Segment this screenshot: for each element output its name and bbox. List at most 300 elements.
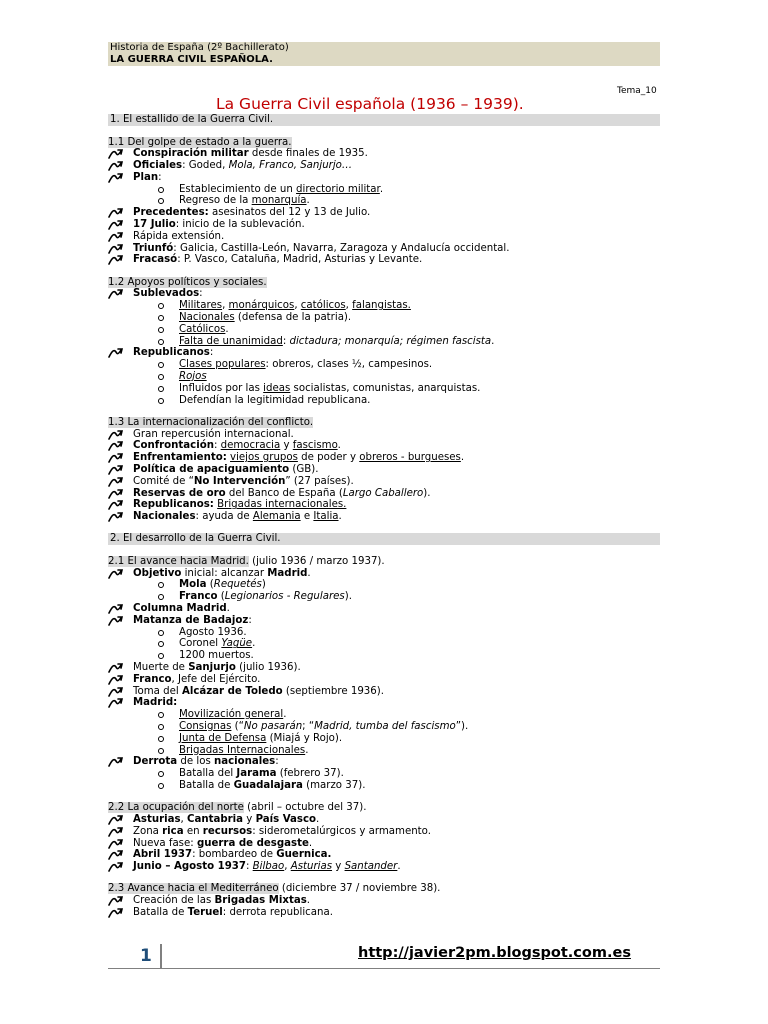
spacer xyxy=(108,873,660,884)
arrow-bullet-icon xyxy=(108,289,124,299)
item-text: monarquía xyxy=(251,195,307,207)
list-item xyxy=(108,756,660,768)
item-text: Santander xyxy=(344,861,398,873)
item-text: Alcázar de Toledo xyxy=(181,685,283,697)
item-text: Brigadas internacionales. xyxy=(217,499,347,511)
arrow-bullet-icon xyxy=(108,500,124,510)
arrow-bullet-icon xyxy=(108,815,124,825)
sub-list-item xyxy=(108,709,660,721)
subsection-title: 2.2 La ocupación del norte xyxy=(108,802,244,814)
item-text: (septiembre 1936). xyxy=(282,685,384,697)
circle-bullet-icon xyxy=(158,303,164,309)
arrow-bullet-icon xyxy=(108,348,124,358)
subsection-dates: (diciembre 37 / noviembre 38). xyxy=(278,883,441,895)
circle-bullet-icon xyxy=(158,712,164,718)
subsection-heading xyxy=(108,556,660,568)
arrow-bullet-icon xyxy=(108,255,124,265)
title-main: La Guerra Civil española xyxy=(216,95,406,113)
arrow-bullet-icon xyxy=(108,149,124,159)
list-item xyxy=(108,499,660,511)
item-text: Muerte de xyxy=(133,662,189,673)
arrow-bullet-icon xyxy=(108,862,124,872)
list-item xyxy=(108,615,660,627)
sub-list-item xyxy=(108,300,660,312)
item-text: : siderometalúrgicos y armamento. xyxy=(252,825,431,837)
circle-bullet-icon xyxy=(158,771,164,777)
document-header xyxy=(108,42,660,66)
page-title xyxy=(216,95,524,113)
item-text: directorio militar xyxy=(296,183,380,195)
list-item xyxy=(108,662,660,674)
circle-bullet-icon xyxy=(158,748,164,754)
item-text: . xyxy=(306,895,311,907)
arrow-bullet-icon xyxy=(108,616,124,626)
spacer xyxy=(108,545,660,556)
list-item xyxy=(108,254,660,266)
item-text: de los xyxy=(177,756,214,768)
sub-list-item xyxy=(108,627,660,639)
item-text: Cantabria xyxy=(187,813,244,825)
item-text: Batalla de xyxy=(179,779,234,791)
arrow-bullet-icon xyxy=(108,208,124,218)
item-text: Franco xyxy=(179,591,218,603)
arrow-bullet-icon xyxy=(108,839,124,849)
subsection-heading xyxy=(108,277,660,289)
circle-bullet-icon xyxy=(158,783,164,789)
item-text: Conspiración militar xyxy=(133,148,249,160)
sub-list-item xyxy=(108,395,660,407)
list-item xyxy=(108,243,660,255)
item-text: del Banco de España ( xyxy=(225,487,343,499)
spacer xyxy=(108,126,660,137)
spacer xyxy=(108,406,660,417)
list-item xyxy=(108,288,660,300)
arrow-bullet-icon xyxy=(108,173,124,183)
item-text: : Goded, xyxy=(182,160,229,171)
item-text: Legionarios - Regulares xyxy=(224,591,345,603)
arrow-bullet-icon xyxy=(108,850,124,860)
item-text: Política de apaciguamiento xyxy=(133,463,290,475)
item-text: Rojos xyxy=(179,370,207,382)
item-text: Guadalajara xyxy=(233,779,303,791)
item-text: . xyxy=(491,335,495,347)
list-item xyxy=(108,511,660,523)
list-item xyxy=(108,488,660,500)
item-text: Madrid xyxy=(267,567,308,579)
item-text: falangistas. xyxy=(352,300,411,312)
section-heading: 1. El estallido de la Guerra Civil. xyxy=(108,114,660,126)
item-text: : bombardeo de xyxy=(192,849,277,861)
sub-list-item xyxy=(108,324,660,336)
item-text: Nacionales xyxy=(179,311,235,323)
list-item xyxy=(108,849,660,861)
item-text: nacionales xyxy=(214,756,276,768)
item-text: Largo Caballero xyxy=(342,487,424,499)
item-text: ; “ xyxy=(302,720,315,732)
sub-list-item xyxy=(108,359,660,371)
item-text: : ayuda de xyxy=(195,511,253,523)
sub-list-item xyxy=(108,721,660,733)
item-text: (GB). xyxy=(289,463,319,475)
item-text: dictadura; monarquía; régimen fascista xyxy=(289,335,492,347)
circle-bullet-icon xyxy=(158,315,164,321)
item-text: Católicos xyxy=(179,323,226,335)
item-text: , xyxy=(294,300,301,312)
item-text: Nacionales xyxy=(133,511,196,523)
item-text: Abril 1937 xyxy=(133,849,193,861)
sub-list-item xyxy=(108,733,660,745)
item-text: Objetivo xyxy=(133,567,182,579)
list-item xyxy=(108,861,660,873)
item-text: : xyxy=(213,440,221,452)
list-item xyxy=(108,907,660,919)
subsection-title: 1.3 La internacionalización del conflicto. xyxy=(108,416,314,428)
sub-list-item xyxy=(108,371,660,383)
circle-bullet-icon xyxy=(158,398,164,404)
item-text: : xyxy=(248,614,252,626)
arrow-bullet-icon xyxy=(108,698,124,708)
item-text: Franco xyxy=(133,673,172,685)
item-text: . xyxy=(338,511,342,523)
item-text: ). xyxy=(344,591,352,603)
item-text: fascismo xyxy=(292,440,338,452)
item-text: Movilización general xyxy=(179,709,284,721)
item-text: . xyxy=(308,837,313,849)
item-text: . xyxy=(460,452,465,464)
item-text: Coronel xyxy=(179,638,222,650)
item-text: Mola xyxy=(179,579,207,591)
item-text: Brigadas Mixtas xyxy=(214,895,307,907)
item-text: : xyxy=(245,861,253,873)
sub-list-item xyxy=(108,780,660,792)
item-text: Teruel xyxy=(187,906,223,918)
list-item xyxy=(108,231,660,243)
item-text: Oficiales xyxy=(133,160,183,171)
item-text: (“ xyxy=(231,720,244,732)
list-item xyxy=(108,452,660,464)
item-text: (defensa de la patria). xyxy=(234,311,352,323)
arrow-bullet-icon xyxy=(108,827,124,837)
arrow-bullet-icon xyxy=(108,453,124,463)
arrow-bullet-icon xyxy=(108,465,124,475)
item-text: Precedentes: xyxy=(133,207,209,219)
subsection-title: 1.2 Apoyos políticos y sociales. xyxy=(108,276,267,288)
item-text: viejos grupos xyxy=(230,452,298,464)
arrow-bullet-icon xyxy=(108,604,124,614)
arrow-bullet-icon xyxy=(108,663,124,673)
item-text: Matanza de Badajoz xyxy=(133,614,249,626)
arrow-bullet-icon xyxy=(108,477,124,487)
item-text: . xyxy=(307,567,311,579)
item-text: : xyxy=(209,347,214,359)
item-text: ideas xyxy=(263,382,291,394)
item-text: Republicanos xyxy=(133,347,210,359)
item-text: y xyxy=(243,813,256,825)
item-text: Fracasó xyxy=(133,254,178,266)
item-text: , xyxy=(180,813,188,825)
arrow-bullet-icon xyxy=(108,687,124,697)
subsection-dates: (abril – octubre del 37). xyxy=(243,802,367,814)
item-text: Brigadas Internacionales xyxy=(179,744,306,756)
item-text: (Miajá y Rojo). xyxy=(266,732,343,744)
item-text: Plan xyxy=(133,171,159,183)
item-text: (julio 1936). xyxy=(235,662,301,673)
list-item xyxy=(108,207,660,219)
item-text: asesinatos del 12 y 13 de Julio. xyxy=(208,207,371,219)
item-text: : obreros, clases ½, campesinos. xyxy=(265,359,433,371)
item-text: Bilbao xyxy=(252,861,285,873)
item-text: Republicanos: xyxy=(133,499,214,511)
item-text: ”). xyxy=(455,720,469,732)
item-text: recursos xyxy=(202,825,253,837)
item-text: Influidos por las xyxy=(179,382,264,394)
sub-list-item xyxy=(108,579,660,591)
item-text: Batalla de xyxy=(133,906,188,918)
list-item xyxy=(108,826,660,838)
list-item xyxy=(108,814,660,826)
title-years: (1936 – 1939). xyxy=(410,95,524,113)
list-item xyxy=(108,686,660,698)
circle-bullet-icon xyxy=(158,339,164,345)
item-text: Defendían la legitimidad republicana. xyxy=(179,394,371,406)
list-item xyxy=(108,347,660,359)
subsection-title: 2.1 El avance hacia Madrid. xyxy=(108,555,249,567)
subsection-heading xyxy=(108,417,660,429)
arrow-bullet-icon xyxy=(108,244,124,254)
item-text: Enfrentamiento: xyxy=(133,452,227,464)
item-text: monárquicos xyxy=(228,300,295,312)
item-text: Nueva fase: xyxy=(133,837,197,849)
item-text: y xyxy=(332,861,345,873)
section-heading: 2. El desarrollo de la Guerra Civil. xyxy=(108,533,660,545)
item-text: Requetés xyxy=(213,579,262,591)
item-text: en xyxy=(183,825,203,837)
item-text: Comité de “ xyxy=(133,475,194,487)
item-text: Yagüe xyxy=(221,638,253,650)
sub-list-item xyxy=(108,745,660,757)
sub-list-item xyxy=(108,312,660,324)
item-text: . xyxy=(252,638,256,650)
sub-list-item xyxy=(108,383,660,395)
arrow-bullet-icon xyxy=(108,232,124,242)
blog-link[interactable]: http://javier2pm.blogspot.com.es xyxy=(358,945,631,961)
circle-bullet-icon xyxy=(158,374,164,380)
item-text: obreros - burgueses xyxy=(359,452,461,464)
circle-bullet-icon xyxy=(158,386,164,392)
list-item xyxy=(108,172,660,184)
item-text: y xyxy=(280,440,293,452)
item-text: Toma del xyxy=(133,685,182,697)
item-text: : inicio de la sublevación. xyxy=(175,218,305,230)
footer-rule xyxy=(108,968,660,969)
arrow-bullet-icon xyxy=(108,675,124,685)
item-text: Derrota xyxy=(133,756,178,768)
item-text: de poder y xyxy=(297,452,360,464)
item-text: (marzo 37). xyxy=(302,779,366,791)
item-text: ” (27 países). xyxy=(285,475,354,487)
item-text: : xyxy=(158,171,162,183)
item-text: Consignas xyxy=(179,720,232,732)
item-text: Sublevados xyxy=(133,288,200,300)
item-text: (febrero 37). xyxy=(276,768,344,780)
subsection-heading xyxy=(108,137,660,149)
item-text: Columna Madrid xyxy=(133,603,227,615)
item-text: inicial: alcanzar xyxy=(181,567,268,579)
item-text: Madrid, tumba del fascismo xyxy=(314,720,456,732)
list-item xyxy=(108,429,660,441)
item-text: 17 Julio xyxy=(133,218,176,230)
item-text: Creación de las xyxy=(133,895,215,907)
list-item xyxy=(108,674,660,686)
item-text: . xyxy=(306,195,310,207)
subsection-title: 1.1 Del golpe de estado a la guerra. xyxy=(108,136,292,148)
item-text: Confrontación xyxy=(133,440,214,452)
list-item xyxy=(108,464,660,476)
item-text: Mola, Franco, Sanjurjo… xyxy=(228,160,353,171)
item-text: Triunfó xyxy=(133,242,174,254)
item-text: e xyxy=(300,511,314,523)
topic-number: Tema_10 xyxy=(617,86,657,96)
item-text: Sanjurjo xyxy=(188,662,236,673)
item-text: ( xyxy=(217,591,225,603)
item-text: : xyxy=(282,335,290,347)
item-text: Rápida extensión. xyxy=(133,230,225,242)
circle-bullet-icon xyxy=(158,198,164,204)
item-text: No Intervención xyxy=(193,475,286,487)
list-item xyxy=(108,603,660,615)
list-item xyxy=(108,440,660,452)
footer-divider xyxy=(160,944,162,968)
item-text: . xyxy=(283,709,287,721)
item-text: Clases populares xyxy=(179,359,266,371)
item-text: , xyxy=(345,300,353,312)
list-item xyxy=(108,148,660,160)
list-item xyxy=(108,568,660,580)
item-text: Jarama xyxy=(236,768,277,780)
item-text: . xyxy=(337,440,341,452)
item-text: Gran repercusión internacional. xyxy=(133,428,294,440)
item-text: . xyxy=(225,323,229,335)
spacer xyxy=(108,266,660,277)
item-text: , xyxy=(284,861,291,873)
item-text: Agosto 1936. xyxy=(179,626,247,638)
arrow-bullet-icon xyxy=(108,512,124,522)
list-item xyxy=(108,160,660,172)
item-text: Guernica. xyxy=(276,849,332,861)
sub-list-item xyxy=(108,638,660,650)
subsection-dates: (julio 1936 / marzo 1937). xyxy=(248,555,385,567)
sub-list-item xyxy=(108,184,660,196)
item-text: No pasarán xyxy=(243,720,303,732)
page-number: 1 xyxy=(140,946,152,966)
circle-bullet-icon xyxy=(158,187,164,193)
item-text: : Galicia, Castilla-León, Navarra, Zaragoza y Andalucía occidental. xyxy=(173,242,510,254)
arrow-bullet-icon xyxy=(108,161,124,171)
arrow-bullet-icon xyxy=(108,757,124,767)
circle-bullet-icon xyxy=(158,327,164,333)
item-text: Militares xyxy=(179,300,223,312)
item-text: Batalla del xyxy=(179,768,237,780)
spacer xyxy=(108,792,660,803)
sub-list-item xyxy=(108,650,660,662)
item-text: País Vasco xyxy=(255,813,317,825)
item-text: , xyxy=(222,300,229,312)
list-item xyxy=(108,697,660,709)
item-text: . xyxy=(397,861,401,873)
list-item xyxy=(108,838,660,850)
item-text: Reservas de oro xyxy=(133,487,226,499)
item-text: Regreso de la xyxy=(179,195,252,207)
document-body xyxy=(108,114,660,919)
item-text: democracia xyxy=(220,440,281,452)
item-text: . xyxy=(316,813,320,825)
item-text: : xyxy=(199,288,203,300)
item-text: ) xyxy=(261,579,266,591)
item-text: desde finales de 1935. xyxy=(248,148,368,160)
item-text: . xyxy=(379,183,384,195)
arrow-bullet-icon xyxy=(108,489,124,499)
item-text: ). xyxy=(423,487,431,499)
item-text: : P. Vasco, Cataluña, Madrid, Asturias y Levante. xyxy=(177,254,423,266)
arrow-bullet-icon xyxy=(108,220,124,230)
item-text: . xyxy=(305,744,309,756)
item-text: Italia xyxy=(313,511,339,523)
item-text: católicos xyxy=(300,300,346,312)
arrow-bullet-icon xyxy=(108,441,124,451)
item-text: Asturias xyxy=(290,861,333,873)
list-item xyxy=(108,476,660,488)
subsection-heading xyxy=(108,802,660,814)
arrow-bullet-icon xyxy=(108,908,124,918)
subsection-title: 2.3 Avance hacia el Mediterráneo xyxy=(108,883,279,895)
header-course: Historia de España (2º Bachillerato) xyxy=(110,42,289,53)
item-text: guerra de desgaste xyxy=(196,837,309,849)
circle-bullet-icon xyxy=(158,736,164,742)
circle-bullet-icon xyxy=(158,724,164,730)
item-text: : derrota republicana. xyxy=(222,906,333,918)
sub-list-item xyxy=(108,195,660,207)
item-text: socialistas, comunistas, anarquistas. xyxy=(290,382,481,394)
item-text: , Jefe del Ejército. xyxy=(171,673,261,685)
circle-bullet-icon xyxy=(158,630,164,636)
list-item xyxy=(108,895,660,907)
list-item xyxy=(108,219,660,231)
item-text: Junio – Agosto 1937 xyxy=(133,861,246,873)
item-text: 1200 muertos. xyxy=(179,650,254,662)
item-text: Establecimiento de un xyxy=(179,183,297,195)
header-topic: LA GUERRA CIVIL ESPAÑOLA. xyxy=(110,54,273,65)
arrow-bullet-icon xyxy=(108,569,124,579)
item-text: Asturias xyxy=(133,813,181,825)
circle-bullet-icon xyxy=(158,594,164,600)
circle-bullet-icon xyxy=(158,641,164,647)
circle-bullet-icon xyxy=(158,653,164,659)
item-text: Junta de Defensa xyxy=(179,732,267,744)
circle-bullet-icon xyxy=(158,362,164,368)
item-text: Alemania xyxy=(252,511,301,523)
item-text: ( xyxy=(206,579,214,591)
item-text: : xyxy=(275,756,279,768)
arrow-bullet-icon xyxy=(108,430,124,440)
sub-list-item xyxy=(108,768,660,780)
sub-list-item xyxy=(108,336,660,348)
item-text: rica xyxy=(162,825,184,837)
item-text: Zona xyxy=(133,825,163,837)
arrow-bullet-icon xyxy=(108,896,124,906)
spacer xyxy=(108,523,660,534)
sub-list-item xyxy=(108,591,660,603)
item-text: Madrid: xyxy=(133,697,178,709)
